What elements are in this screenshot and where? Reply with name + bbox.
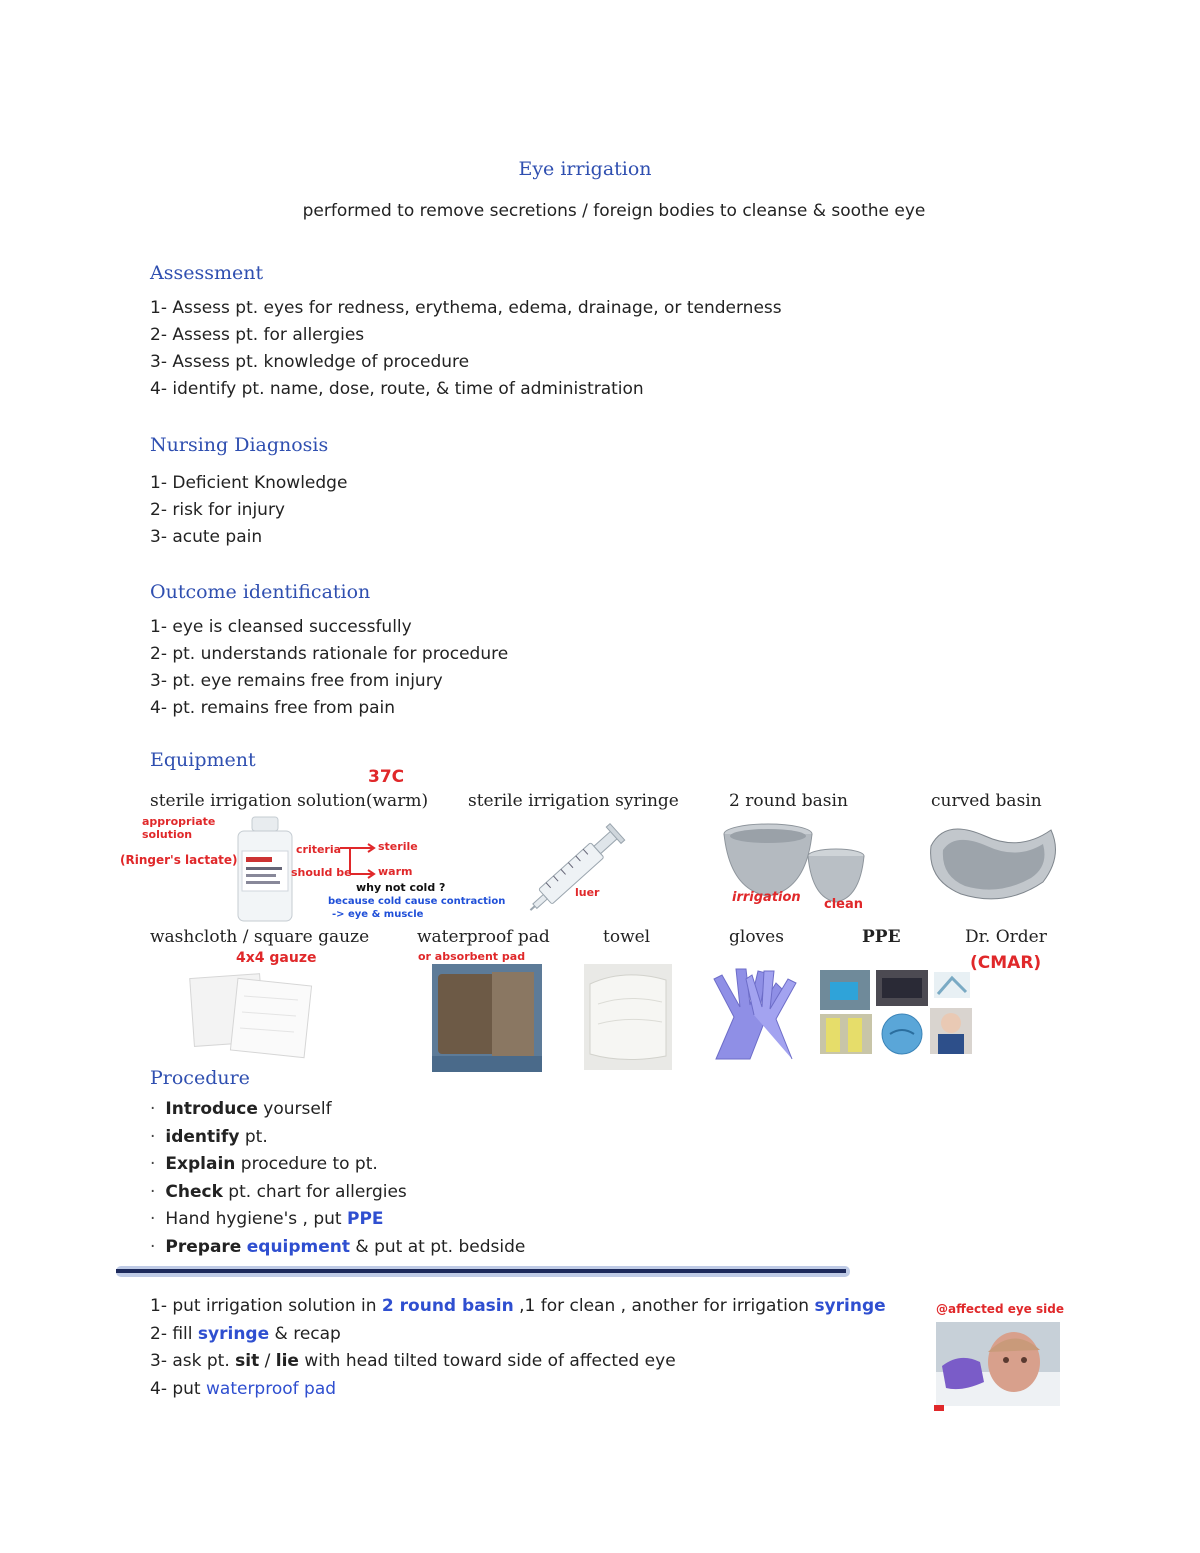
list-item: 1- Deficient Knowledge (150, 473, 348, 493)
list-item: 2- Assess pt. for allergies (150, 325, 365, 345)
list-item: 1- eye is cleansed successfully (150, 617, 412, 637)
step-item: 3- ask pt. sit / lie with head tilted toward side of affected eye (150, 1351, 676, 1371)
equipment-label-syringe: sterile irrigation syringe (468, 791, 679, 811)
assessment-heading: Assessment (150, 262, 264, 284)
diagnosis-list (150, 470, 347, 551)
ppe-collage-image (818, 968, 974, 1056)
list-item: 1- Assess pt. eyes for redness, erythema, edema, drainage, or tenderness (150, 298, 782, 318)
list-item: 4- pt. remains free from pain (150, 698, 396, 718)
curved-basin-image (925, 816, 1061, 906)
list-item: 3- acute pain (150, 527, 263, 547)
annotation-gauze: 4x4 gauze (236, 950, 317, 966)
annotation-sterile: sterile (378, 840, 418, 853)
assessment-list (150, 295, 782, 403)
annotation-mark (934, 1405, 944, 1411)
list-item: · Check pt. chart for allergies (150, 1179, 525, 1207)
outcome-heading: Outcome identification (150, 581, 371, 603)
patient-photo-image (936, 1322, 1060, 1406)
towel-image (584, 964, 672, 1070)
annotation-why-not-cold: why not cold ? (356, 881, 446, 894)
annotation-absorbent: or absorbent pad (418, 950, 526, 963)
gauze-image (188, 966, 318, 1060)
annotation-cmar: (CMAR) (970, 953, 1042, 973)
list-item: 3- pt. eye remains free from injury (150, 671, 443, 691)
list-item: 2- risk for injury (150, 500, 285, 520)
annotation-bracket (338, 838, 378, 884)
equipment-label-curved-basin: curved basin (931, 791, 1042, 811)
irrigation-bottle-image (230, 815, 300, 923)
page-subtitle: performed to remove secretions / foreign bodies to cleanse & soothe eye (302, 201, 926, 221)
list-item: 4- identify pt. name, dose, route, & time of administration (150, 379, 644, 399)
list-item: 3- Assess pt. knowledge of procedure (150, 352, 470, 372)
waterproof-pad-image (432, 964, 542, 1072)
equipment-label-waterproof-pad: waterproof pad (417, 927, 550, 947)
procedure-list (150, 1096, 525, 1261)
outcome-list (150, 614, 508, 722)
equipment-label-round-basin: 2 round basin (729, 791, 848, 811)
annotation-appropriate: appropriate solution (142, 815, 216, 841)
equipment-label-dr-order: Dr. Order (965, 927, 1047, 947)
annotation-ringers: (Ringer's lactate) (120, 853, 238, 867)
list-item: · Prepare equipment & put at pt. bedside (150, 1234, 525, 1262)
gloves-image (706, 963, 802, 1061)
list-item: · Introduce yourself (150, 1096, 525, 1124)
annotation-should-be: should be (291, 866, 352, 879)
list-item: · identify pt. (150, 1124, 525, 1152)
list-item: · Explain procedure to pt. (150, 1151, 525, 1179)
diagnosis-heading: Nursing Diagnosis (150, 434, 329, 456)
step-item: 1- put irrigation solution in 2 round basin ,1 for clean , another for irrigation syringe (150, 1296, 886, 1316)
annotation-luer: luer (575, 886, 600, 899)
equipment-heading: Equipment (150, 749, 256, 771)
procedure-heading: Procedure (150, 1067, 250, 1089)
equipment-label-gauze: washcloth / square gauze (150, 927, 370, 947)
annotation-criteria: criteria (296, 843, 342, 856)
step-item: 4- put waterproof pad (150, 1378, 337, 1399)
equipment-label-solution: sterile irrigation solution(warm) (150, 791, 429, 811)
list-item: · Hand hygiene's , put PPE (150, 1206, 525, 1234)
annotation-temp: 37C (368, 767, 405, 787)
syringe-image (515, 815, 635, 925)
equipment-label-ppe: PPE (862, 927, 901, 947)
step-item: 2- fill syringe & recap (150, 1323, 341, 1344)
annotation-to-eye: -> eye & muscle (332, 909, 424, 920)
steps-list (150, 1293, 886, 1403)
equipment-label-towel: towel (603, 927, 651, 947)
list-item: 2- pt. understands rationale for procedure (150, 644, 509, 664)
equipment-label-gloves: gloves (729, 927, 784, 947)
annotation-warm: warm (378, 865, 413, 878)
annotation-side-note: @affected eye side (936, 1302, 1064, 1316)
section-divider (116, 1266, 850, 1277)
annotation-because: because cold cause contraction (328, 896, 506, 907)
annotation-irrigation: irrigation (732, 890, 801, 905)
annotation-clean: clean (824, 897, 864, 912)
page-title: Eye irrigation (518, 158, 652, 180)
